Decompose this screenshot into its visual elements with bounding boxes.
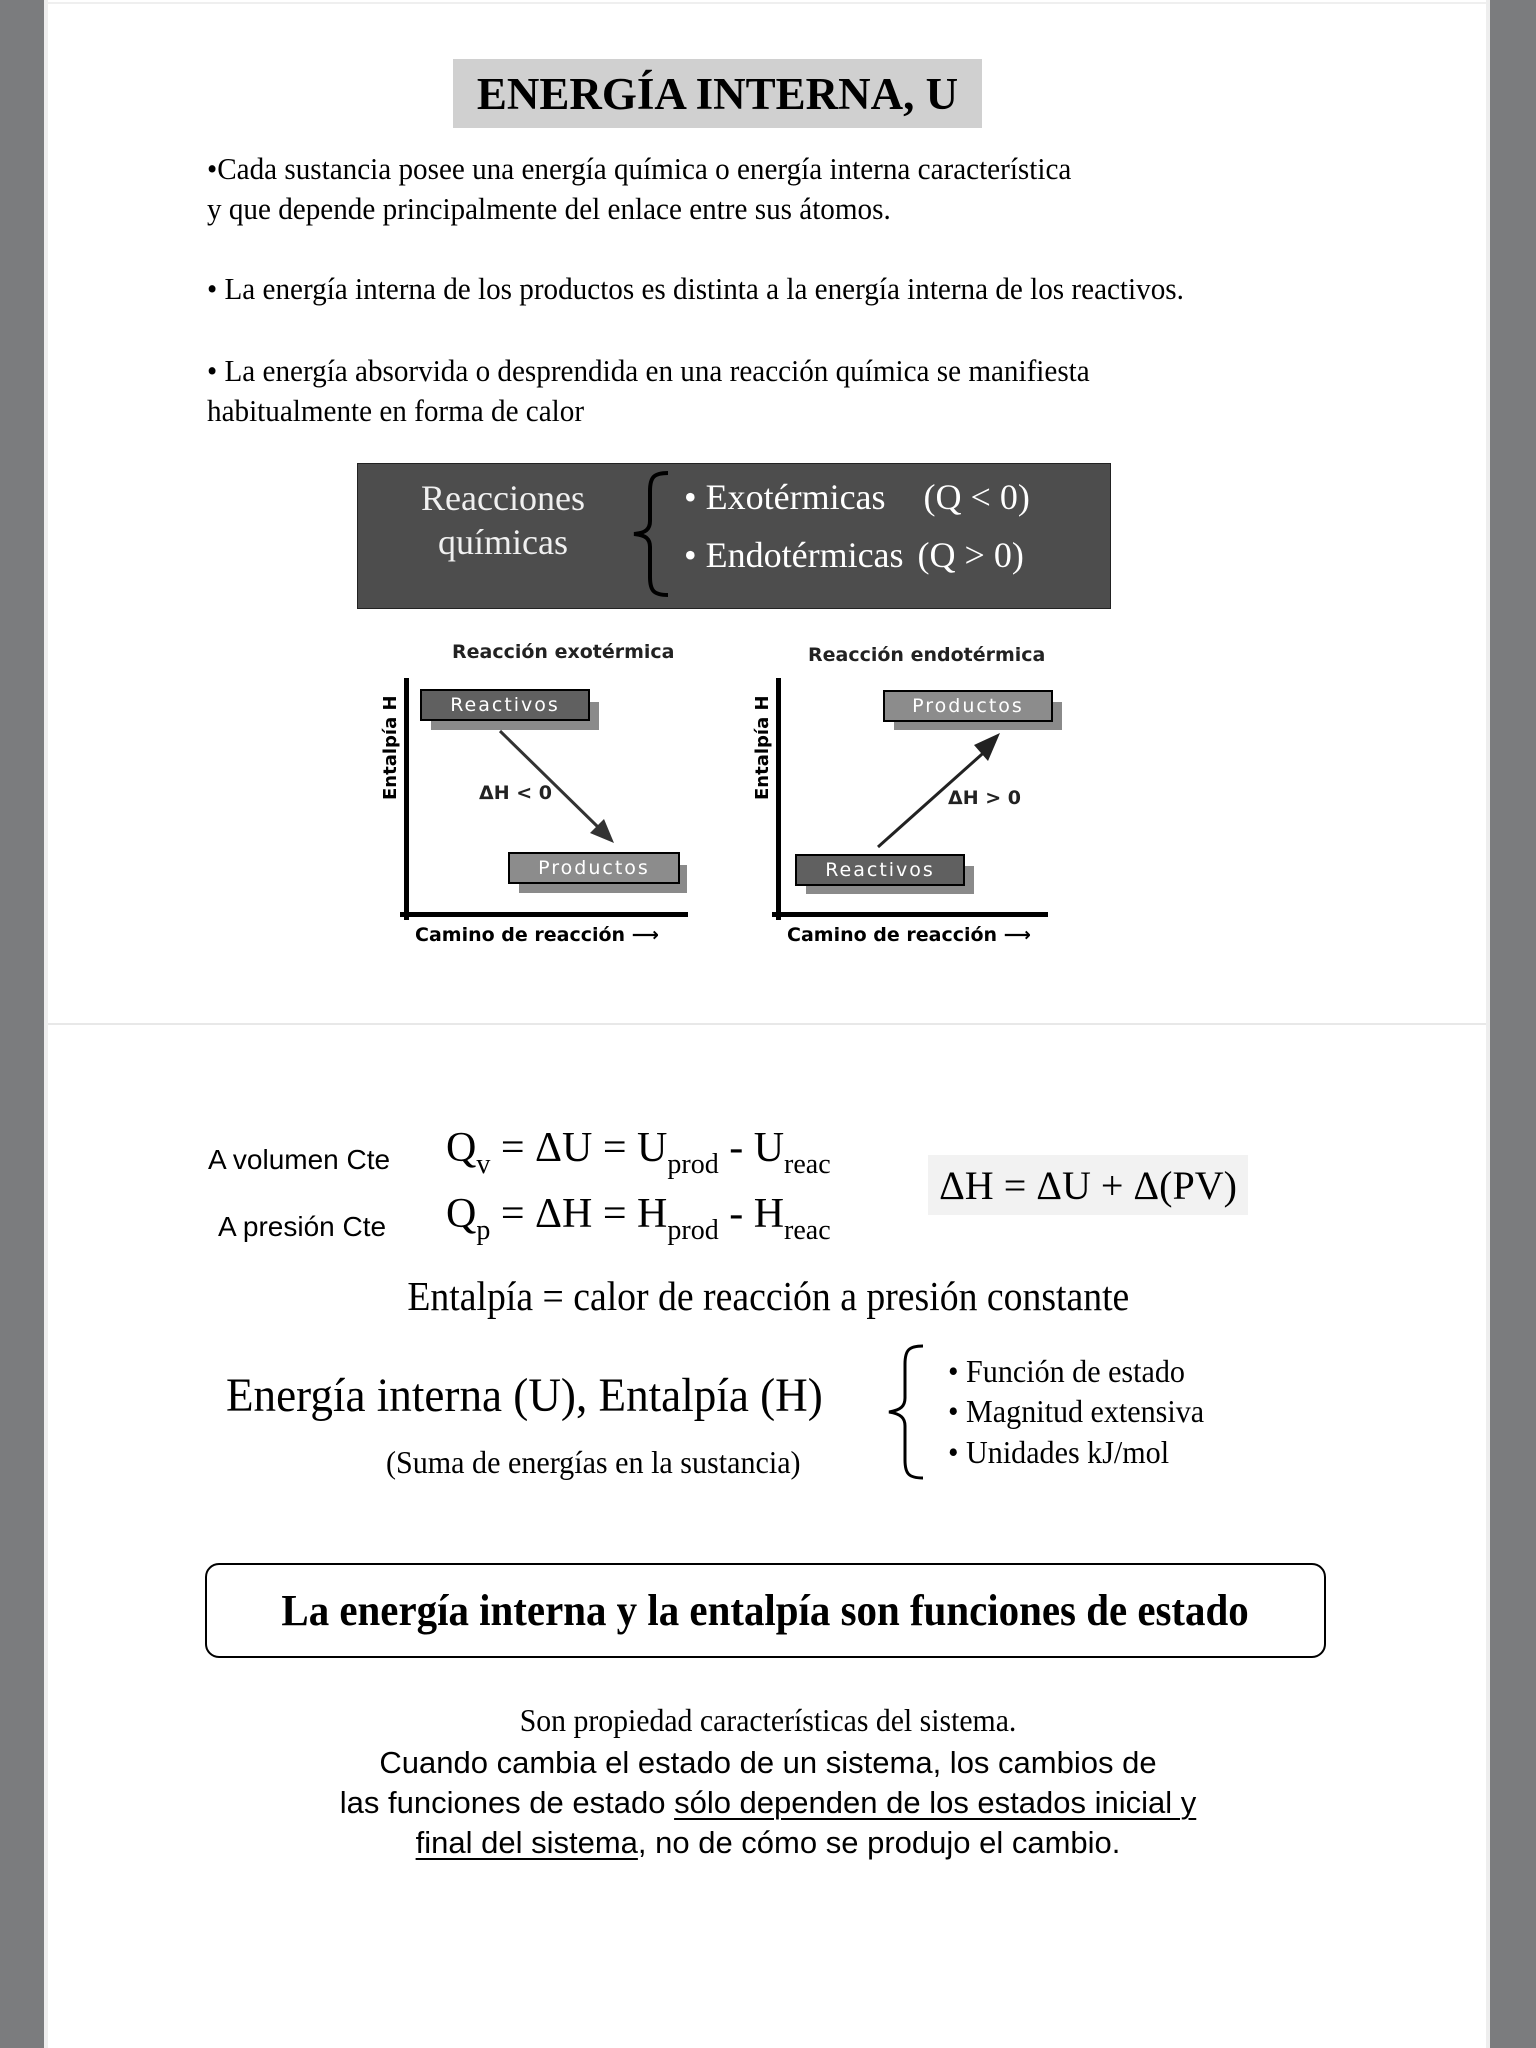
reactions-label [358, 476, 648, 564]
y-axis [404, 678, 409, 920]
bullet-2 [207, 269, 1184, 309]
endothermic-condition: (Q > 0) [917, 535, 1024, 575]
eq-minus: - U [718, 1125, 785, 1171]
page-separator [48, 1023, 1486, 1025]
exothermic-label: • Exotérmicas [684, 477, 886, 517]
bullet-3-line-1: • La energía absorvida o desprendida en una reacción química se manifiesta [207, 353, 1090, 388]
endothermic-label: • Endotérmicas [684, 535, 904, 575]
constant-volume-label: A volumen Cte [208, 1144, 391, 1175]
curly-brace-icon [626, 469, 676, 599]
eq-subscript: p [476, 1215, 491, 1246]
diagram-title: Reacción endotérmica [808, 644, 1046, 666]
x-axis-label [787, 924, 1031, 946]
enthalpy-relation: ΔH = ΔU + Δ(PV) [939, 1162, 1237, 1208]
constant-pressure-equation [446, 1190, 831, 1246]
closing-line-1-text: Son propiedad características del sistema. [519, 1702, 1017, 1738]
constant-volume-equation [446, 1124, 831, 1180]
page-title: ENERGÍA INTERNA, U [476, 68, 959, 119]
bullet-3-line-2: habitualmente en forma de calor [207, 393, 585, 428]
enthalpy-definition-text: Entalpía = calor de reacción a presión constante [407, 1273, 1129, 1319]
arrow-right-icon: ⟶ [1003, 924, 1031, 946]
eq-middle: = ΔH = H [490, 1191, 668, 1237]
eq-symbol: Q [446, 1125, 477, 1171]
bullet-3 [207, 351, 1090, 431]
reactants-level: Reactivos [420, 689, 590, 721]
property-units: • Unidades kJ/mol [948, 1434, 1170, 1470]
closing-line-3-underlined: sólo dependen de los estados inicial y [674, 1785, 1197, 1820]
constant-pressure-label: A presión Cte [218, 1211, 387, 1242]
delta-h-label: ΔH > 0 [948, 787, 1021, 809]
page-border [48, 2, 1486, 4]
enthalpy-definition [0, 1272, 1536, 1320]
diagram-title: Reacción exotérmica [452, 641, 675, 663]
eq-middle: = ΔU = U [490, 1125, 668, 1171]
eq-subscript: reac [784, 1215, 831, 1246]
exothermic-condition: (Q < 0) [923, 477, 1030, 517]
reactants-level: Reactivos [795, 854, 965, 886]
closing-line-3-plain: las funciones de estado [339, 1785, 675, 1820]
y-axis-label: Entalpía H [380, 695, 401, 800]
reaction-type-exothermic [684, 476, 1030, 518]
x-axis [772, 912, 1048, 917]
arrow-right-icon: ⟶ [631, 924, 659, 946]
property-extensive: • Magnitud extensiva [948, 1393, 1205, 1429]
eq-symbol: Q [446, 1191, 477, 1237]
closing-line-4-underlined: final del sistema [415, 1825, 638, 1860]
title-box [453, 59, 982, 128]
reaction-type-endothermic [684, 534, 1024, 576]
y-axis [776, 678, 781, 920]
closing-line-1 [0, 1702, 1536, 1739]
reactions-label-line-2: químicas [438, 522, 568, 562]
x-axis [400, 912, 688, 917]
reactions-box [357, 463, 1111, 609]
reactions-label-line-1: Reacciones [421, 478, 585, 518]
closing-line-4-plain: , no de cómo se produjo el cambio. [637, 1825, 1121, 1860]
eq-subscript: v [476, 1149, 491, 1180]
bullet-1-line-1: •Cada sustancia posee una energía química o energía interna característica [207, 151, 1072, 186]
state-functions-label: Energía interna (U), Entalpía (H) [226, 1369, 823, 1422]
state-statement: La energía interna y la entalpía son funciones de estado [281, 1586, 1250, 1635]
eq-subscript: prod [667, 1215, 719, 1246]
closing-line-3 [0, 1785, 1536, 1821]
closing-line-4 [0, 1825, 1536, 1861]
bullet-2-line-1: • La energía interna de los productos es distinta a la energía interna de los reactivos. [207, 271, 1184, 306]
enthalpy-relation-box [928, 1155, 1248, 1215]
eq-subscript: prod [667, 1149, 719, 1180]
bullet-1 [207, 149, 1071, 229]
y-axis-label: Entalpía H [752, 695, 773, 800]
bullet-1-line-2: y que depende principalmente del enlace entre sus átomos. [207, 191, 891, 226]
x-axis-label-text: Camino de reacción [787, 924, 998, 946]
products-level: Productos [508, 852, 680, 884]
state-statement-box [205, 1563, 1326, 1658]
x-axis-label-text: Camino de reacción [415, 924, 626, 946]
eq-minus: - H [718, 1191, 785, 1237]
delta-h-label: ΔH < 0 [479, 782, 552, 804]
property-state-function: • Función de estado [948, 1353, 1185, 1389]
products-level: Productos [883, 690, 1053, 722]
state-functions-note: (Suma de energías en la sustancia) [386, 1444, 801, 1480]
curly-brace-icon [885, 1342, 935, 1482]
eq-subscript: reac [784, 1149, 831, 1180]
closing-line-2: Cuando cambia el estado de un sistema, los cambios de [379, 1745, 1157, 1780]
x-axis-label [415, 924, 659, 946]
